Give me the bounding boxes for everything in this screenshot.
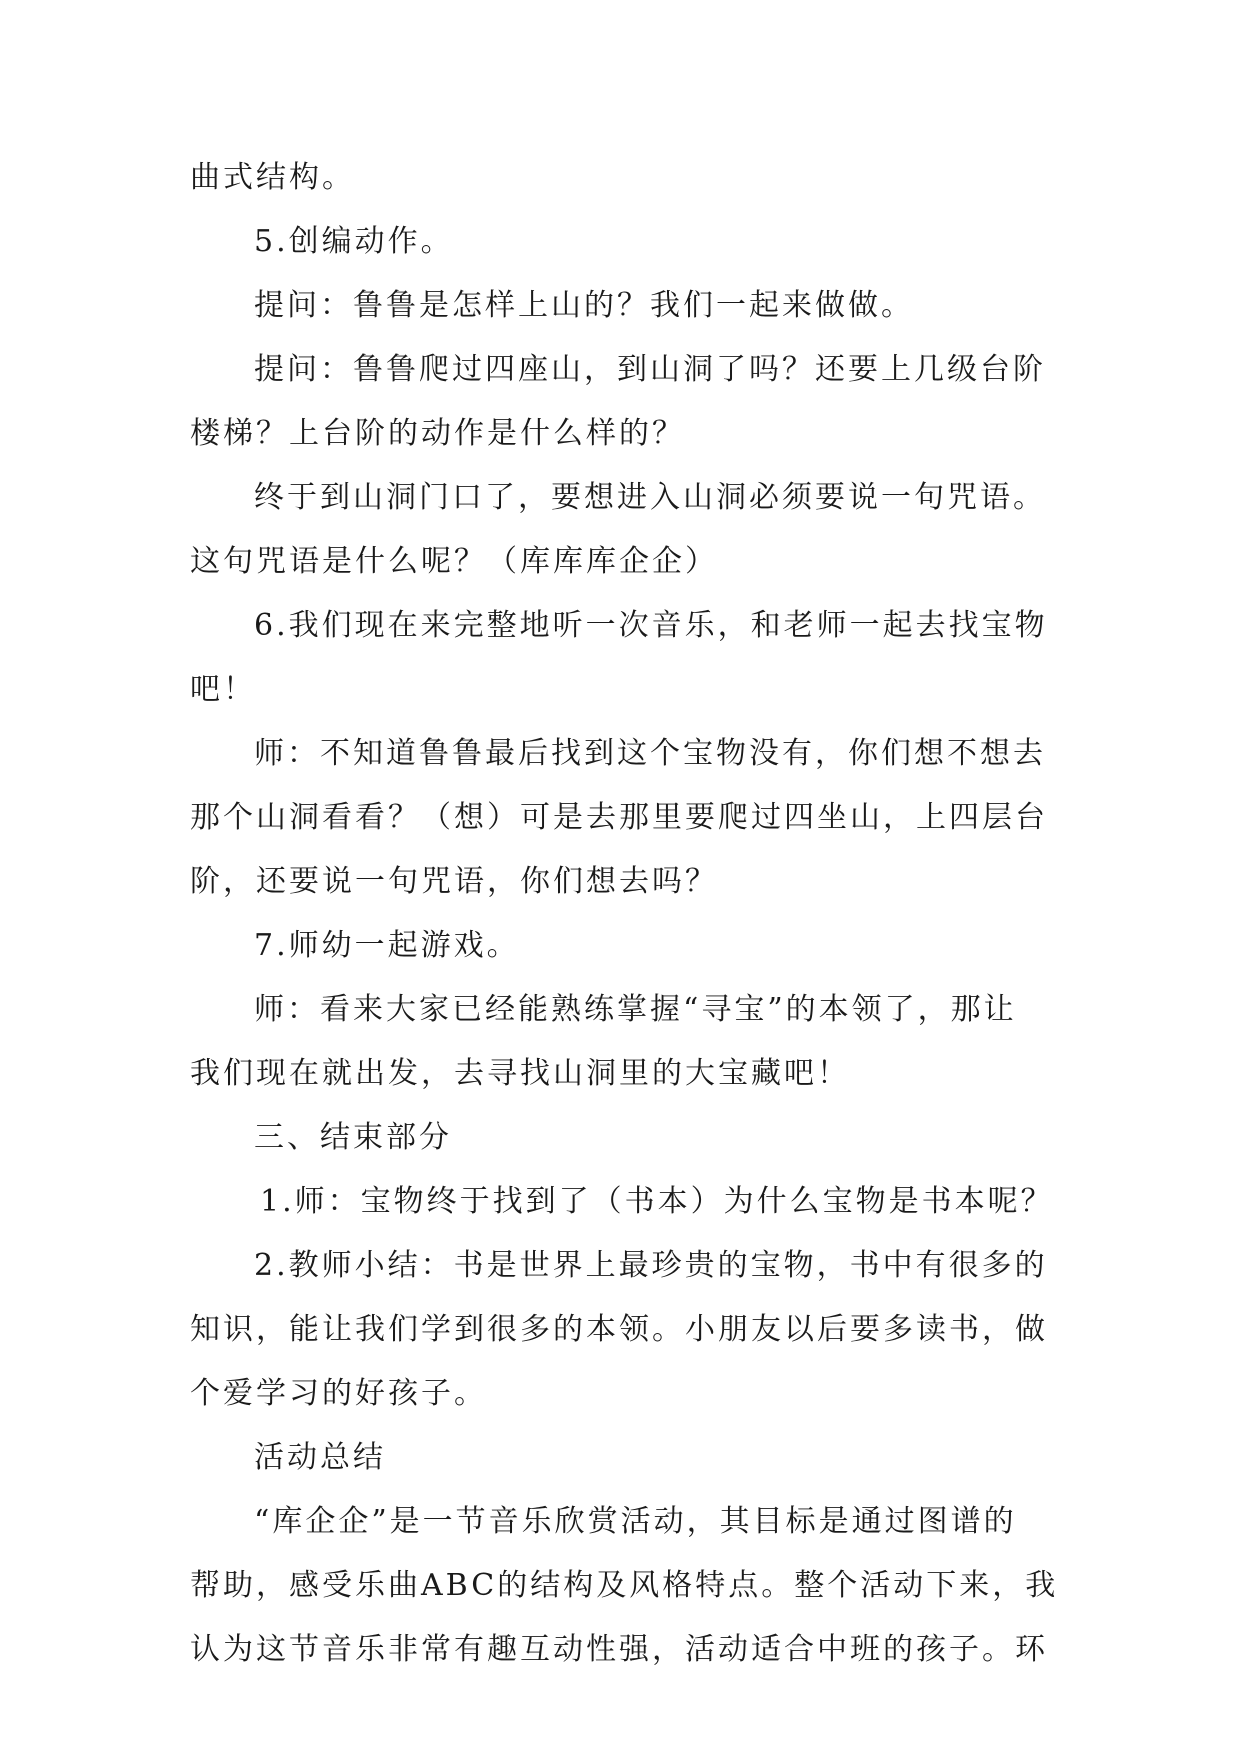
text-line: 楼梯？上台阶的动作是什么样的？ [190,416,685,451]
text-line: 那个山洞看看？（想）可是去那里要爬过四坐山，上四层台 [190,800,1048,835]
text-line: 5.创编动作。 [254,224,454,259]
text-line: 个爱学习的好孩子。 [190,1376,487,1411]
section-heading: 三、结束部分 [254,1120,452,1155]
text-line: 这句咒语是什么呢？（库库库企企） [190,544,718,579]
text-line: 6.我们现在来完整地听一次音乐，和老师一起去找宝物 [254,608,1048,643]
text-line: 2.教师小结：书是世界上最珍贵的宝物，书中有很多的 [254,1248,1048,1283]
section-heading: 活动总结 [254,1440,386,1475]
text-line: 师：看来大家已经能熟练掌握“寻宝”的本领了，那让 [254,992,1017,1027]
text-line: 认为这节音乐非常有趣互动性强，活动适合中班的孩子。环 [190,1632,1048,1667]
text-line: 吧！ [190,672,256,707]
text-line: 知识，能让我们学到很多的本领。小朋友以后要多读书，做 [190,1312,1048,1347]
text-line: 7.师幼一起游戏。 [254,928,520,963]
text-line: 帮助，感受乐曲ABC的结构及风格特点。整个活动下来，我 [190,1568,1059,1603]
text-line: 1.师：宝物终于找到了（书本）为什么宝物是书本呢？ [260,1184,1054,1219]
text-line: “库企企”是一节音乐欣赏活动，其目标是通过图谱的 [254,1504,1017,1539]
text-line: 终于到山洞门口了，要想进入山洞必须要说一句咒语。 [254,480,1046,515]
text-line: 曲式结构。 [190,160,355,195]
text-line: 提问：鲁鲁是怎样上山的？我们一起来做做。 [254,288,914,323]
text-line: 师：不知道鲁鲁最后找到这个宝物没有，你们想不想去 [254,736,1046,771]
text-line: 我们现在就出发，去寻找山洞里的大宝藏吧！ [190,1056,850,1091]
text-line: 阶，还要说一句咒语，你们想去吗？ [190,864,718,899]
text-line: 提问：鲁鲁爬过四座山，到山洞了吗？还要上几级台阶 [254,352,1046,387]
